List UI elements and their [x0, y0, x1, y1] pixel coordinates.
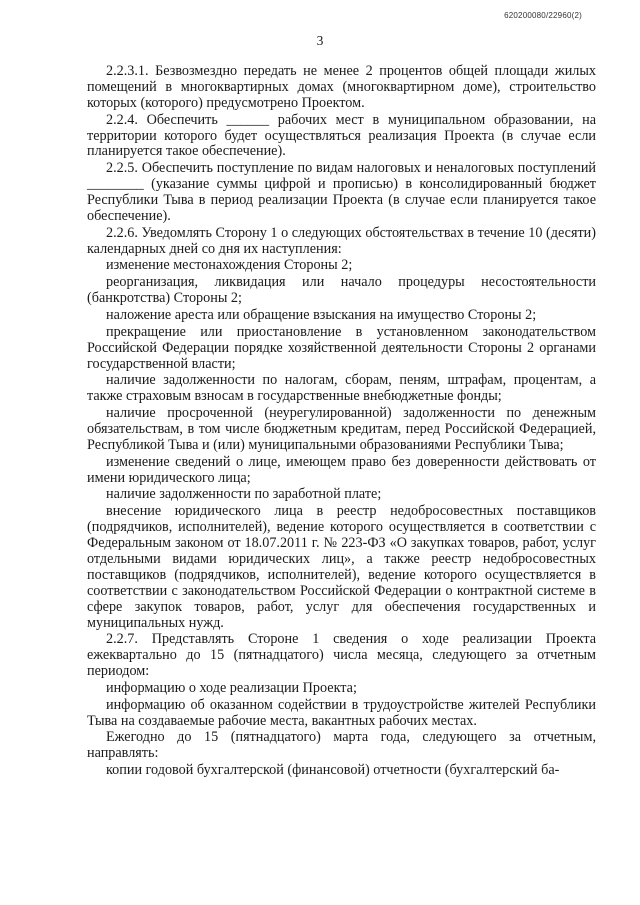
list-item-salary-debt: наличие задолженности по заработной плате; [106, 486, 382, 503]
list-item-suspension: прекращение или приостановление в установленном законодательством Российской Федерации порядке хозяйственной деятельности Стороны 2 органами государственной власти; [87, 323, 596, 372]
list-item-financial-statements: копии годовой бухгалтерской (финансовой) отчетности (бухгалтерский ба- [106, 762, 560, 779]
paragraph-2-2-3-1: 2.2.3.1. Безвозмездно передать не менее 2 процентов общей площади жилых помещений в многоквартирных домах (многоквартирном доме), строительство которых (которого) предусмотрено Проектом. [87, 63, 596, 111]
document-id: 620200080/22960(2) [504, 11, 582, 20]
list-item-representative-change: изменение сведений о лице, имеющем право без доверенности действовать от имени юридического лица; [87, 453, 596, 486]
list-item-progress-info: информацию о ходе реализации Проекта; [106, 679, 357, 696]
list-item-employment-info: информацию об оказанном содействии в трудоустройстве жителей Республики Тыва на создаваемые рабочие места, вакантных рабочих местах. [87, 696, 596, 729]
paragraph-2-2-4: 2.2.4. Обеспечить ______ рабочих мест в муниципальном образовании, на территории которого будет осуществляться реализация Проекта (в случае если планируется такое обеспечение). [87, 111, 596, 160]
paragraph-2-2-6: 2.2.6. Уведомлять Сторону 1 о следующих обстоятельствах в течение 10 (десяти) календарных дней со дня их наступления: [87, 224, 596, 257]
document-body [87, 64, 596, 780]
paragraph-2-2-7: 2.2.7. Представлять Стороне 1 сведения о ходе реализации Проекта ежеквартально до 15 (пятнадцатого) числа месяца, следующего за отчетным периодом: [87, 631, 596, 680]
paragraph-annual: Ежегодно до 15 (пятнадцатого) марта года, следующего за отчетным, направлять: [87, 729, 596, 762]
list-item-arrest: наложение ареста или обращение взыскания на имущество Стороны 2; [106, 306, 537, 323]
paragraph-2-2-5: 2.2.5. Обеспечить поступление по видам налоговых и неналоговых поступлений ________ (указание суммы цифрой и прописью) в консолидированный бюджет Республики Тыва в период реализации Проекта (в случае если планируется такое обеспечение). [87, 160, 596, 224]
list-item-reorganization: реорганизация, ликвидация или начало процедуры несостоятельности (банкротства) Стороны 2; [87, 274, 596, 307]
list-item-tax-debt: наличие задолженности по налогам, сборам, пеням, штрафам, процентам, а также страховым взносам в государственные внебюджетные фонды; [87, 372, 596, 405]
list-item-unfair-suppliers: внесение юридического лица в реестр недобросовестных поставщиков (подрядчиков, исполнителей), ведение которого осуществляется в соответствии с Федеральным законом от 18.07.2011 г. № 223-ФЗ «О закупках товаров, работ, услуг отдельными видами юридических лиц», а также реестр недобросовестных поставщиков (подрядчиков, исполнителей), ведение которого осуществляется в соответствии с законодательством Российской Федерации о контрактной системе в сфере закупок товаров, работ, услуг для обеспечения государственных и муниципальных нужд. [87, 503, 596, 631]
list-item-location-change: изменение местонахождения Стороны 2; [106, 257, 353, 274]
page-number: 3 [316, 33, 324, 48]
list-item-overdue-debt: наличие просроченной (неурегулированной) задолженности по денежным обязательствам, в том числе бюджетным кредитам, перед Российской Федерацией, Республикой Тыва и (или) муниципальными образованиями Республики Тыва; [87, 405, 596, 453]
